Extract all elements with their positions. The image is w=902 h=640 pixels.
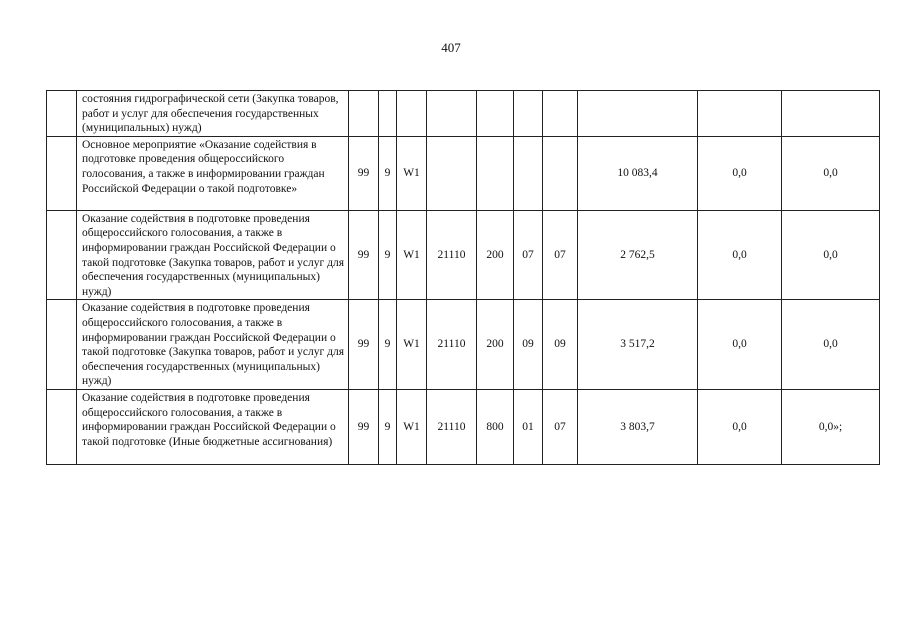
value-cell-2: 0,0 — [698, 300, 782, 390]
code-cell-2: 9 — [379, 136, 397, 210]
code-cell-6: 09 — [514, 300, 543, 390]
table-row — [47, 389, 880, 464]
code-cell-5: 800 — [477, 389, 514, 464]
code-cell-7: 07 — [543, 210, 578, 300]
code-cell-2: 9 — [379, 389, 397, 464]
code-cell-6 — [514, 136, 543, 210]
value-cell-2: 0,0 — [698, 389, 782, 464]
code-cell-2: 9 — [379, 300, 397, 390]
value-cell-3: 0,0 — [782, 300, 880, 390]
code-cell-7: 07 — [543, 389, 578, 464]
code-cell-1: 99 — [349, 389, 379, 464]
code-cell-5 — [477, 136, 514, 210]
row-blank-cell — [47, 210, 77, 300]
code-cell-5 — [477, 91, 514, 137]
table-row — [47, 136, 880, 210]
value-cell-3: 0,0 — [782, 136, 880, 210]
row-description: состояния гидрографической сети (Закупка товаров, работ и услуг для обеспечения государственных (муниципальных) нужд) — [77, 91, 349, 137]
amount-cell: 3 517,2 — [578, 300, 698, 390]
code-cell-1 — [349, 91, 379, 137]
row-description: Основное мероприятие «Оказание содействия в подготовке проведения общероссийского голосования, а также в информировании граждан Российской Федерации о такой подготовке» — [77, 136, 349, 210]
code-cell-3: W1 — [397, 136, 427, 210]
value-cell-3 — [782, 91, 880, 137]
code-cell-3: W1 — [397, 389, 427, 464]
code-cell-2 — [379, 91, 397, 137]
code-cell-1: 99 — [349, 300, 379, 390]
row-blank-cell — [47, 389, 77, 464]
row-description: Оказание содействия в подготовке проведения общероссийского голосования, а также в информировании граждан Российской Федерации о такой подготовке (Иные бюджетные ассигнования) — [77, 389, 349, 464]
code-cell-6: 07 — [514, 210, 543, 300]
code-cell-5: 200 — [477, 210, 514, 300]
amount-cell: 2 762,5 — [578, 210, 698, 300]
table-row — [47, 210, 880, 300]
code-cell-4 — [427, 91, 477, 137]
code-cell-6 — [514, 91, 543, 137]
page-number: 407 — [441, 40, 461, 55]
table-row — [47, 91, 880, 137]
code-cell-4: 21110 — [427, 389, 477, 464]
value-cell-2: 0,0 — [698, 210, 782, 300]
code-cell-5: 200 — [477, 300, 514, 390]
value-cell-3: 0,0»; — [782, 389, 880, 464]
amount-cell — [578, 91, 698, 137]
code-cell-4: 21110 — [427, 210, 477, 300]
code-cell-6: 01 — [514, 389, 543, 464]
code-cell-3: W1 — [397, 210, 427, 300]
amount-cell: 10 083,4 — [578, 136, 698, 210]
row-description: Оказание содействия в подготовке проведения общероссийского голосования, а также в информировании граждан Российской Федерации о такой подготовке (Закупка товаров, работ и услуг для обеспечения государственных (муниципальных) нужд) — [77, 300, 349, 390]
code-cell-3: W1 — [397, 300, 427, 390]
amount-cell: 3 803,7 — [578, 389, 698, 464]
budget-table — [46, 90, 880, 465]
row-blank-cell — [47, 136, 77, 210]
code-cell-1: 99 — [349, 136, 379, 210]
row-description: Оказание содействия в подготовке проведения общероссийского голосования, а также в информировании граждан Российской Федерации о такой подготовке (Закупка товаров, работ и услуг для обеспечения государственных (муниципальных) нужд) — [77, 210, 349, 300]
value-cell-3: 0,0 — [782, 210, 880, 300]
row-blank-cell — [47, 91, 77, 137]
code-cell-1: 99 — [349, 210, 379, 300]
table-row — [47, 300, 880, 390]
code-cell-7 — [543, 91, 578, 137]
code-cell-4 — [427, 136, 477, 210]
code-cell-4: 21110 — [427, 300, 477, 390]
code-cell-7: 09 — [543, 300, 578, 390]
row-blank-cell — [47, 300, 77, 390]
value-cell-2: 0,0 — [698, 136, 782, 210]
code-cell-7 — [543, 136, 578, 210]
value-cell-2 — [698, 91, 782, 137]
code-cell-3 — [397, 91, 427, 137]
code-cell-2: 9 — [379, 210, 397, 300]
